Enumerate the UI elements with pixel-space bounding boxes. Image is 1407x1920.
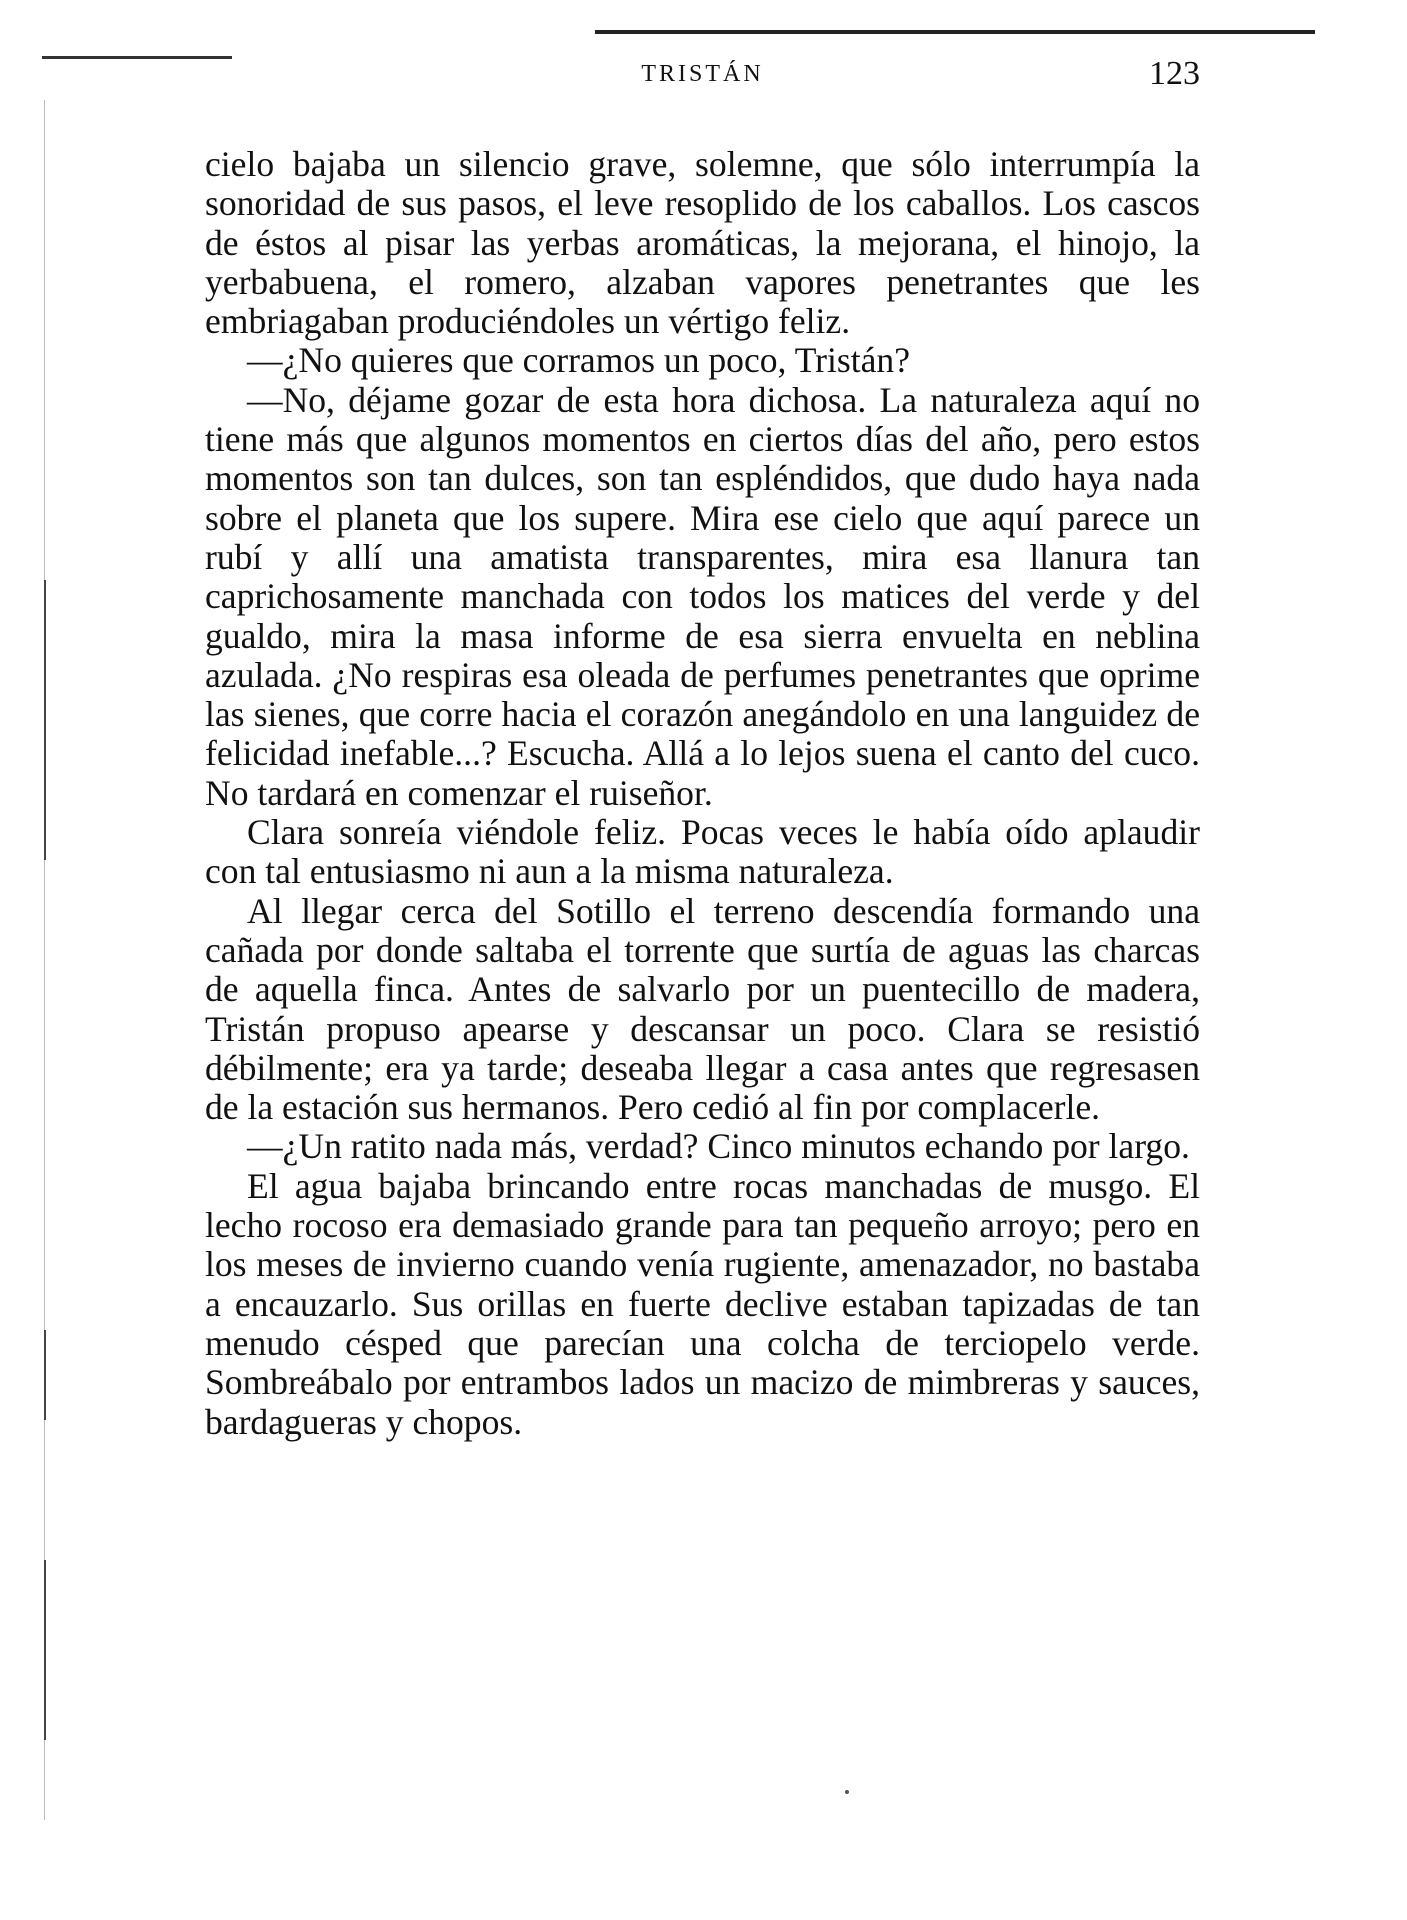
ink-speck — [845, 1790, 849, 1794]
scan-margin-mark — [44, 1330, 46, 1420]
paragraph: —¿No quieres que corramos un poco, Tristán? — [247, 340, 911, 381]
paragraph: El agua bajaba brincando entre rocas manchadas de musgo. El lecho rocoso era demasiado grande para tan pequeño arroyo; pero en los meses de invierno cuando venía rugiente, amenazador, no bastaba a encauzarlo. Sus orillas en fuerte declive estaban tapizadas de tan menudo césped que parecían una colcha de terciopelo verde. Sombreábalo por entrambos lados un macizo de mimbreras y sauces, bardagueras y chopos. — [205, 1165, 1200, 1442]
paragraph: —¿Un ratito nada más, verdad? Cinco minutos echando por largo. — [247, 1126, 1190, 1167]
running-head: TRISTÁN — [641, 61, 764, 87]
paragraph: Al llegar cerca del Sotillo el terreno descendía formando una cañada por donde saltaba el torrente que surtía de aguas las charcas de aquella finca. Antes de salvarlo por un puentecillo de madera, Tristán propuso apearse y descansar un poco. Clara se resistió débilmente; era ya tarde; deseaba llegar a casa antes que regresasen de la estación sus hermanos. Pero cedió al fin por complacerle. — [205, 890, 1200, 1128]
top-rule — [595, 30, 1315, 34]
paragraph: cielo bajaba un silencio grave, solemne, que sólo interrumpía la sonoridad de sus pasos, el leve resoplido de los caballos. Los cascos de éstos al pisar las yerbas aromáticas, la mejorana, el hinojo, la yerbabuena, el romero, alzaban vapores penetrantes que les embriagaban produciéndoles un vértigo feliz. — [205, 144, 1200, 342]
page-number: 123 — [1149, 55, 1200, 92]
paragraph: Clara sonreía viéndole feliz. Pocas veces le había oído aplaudir con tal entusiasmo ni aun a la misma naturaleza. — [205, 812, 1200, 892]
body-text — [205, 145, 1200, 1442]
scan-margin-mark — [44, 580, 46, 860]
corner-rule — [42, 56, 232, 59]
page-header — [205, 55, 1200, 95]
paragraph: —No, déjame gozar de esta hora dichosa. La naturaleza aquí no tiene más que algunos momentos en ciertos días del año, pero estos momentos son tan dulces, son tan espléndidos, que dudo haya nada sobre el planeta que los supere. Mira ese cielo que aquí parece un rubí y allí una amatista transparentes, mira esa llanura tan caprichosamente manchada con todos los matices del verde y del gualdo, mira la masa informe de esa sierra envuelta en neblina azulada. ¿No respiras esa oleada de perfumes penetrantes que oprime las sienes, que corre hacia el corazón anegándolo en una languidez de felicidad inefable...? Escucha. Allá a lo lejos suena el canto del cuco. No tardará en comenzar el ruiseñor. — [205, 379, 1200, 813]
scan-margin-mark — [44, 1560, 46, 1740]
